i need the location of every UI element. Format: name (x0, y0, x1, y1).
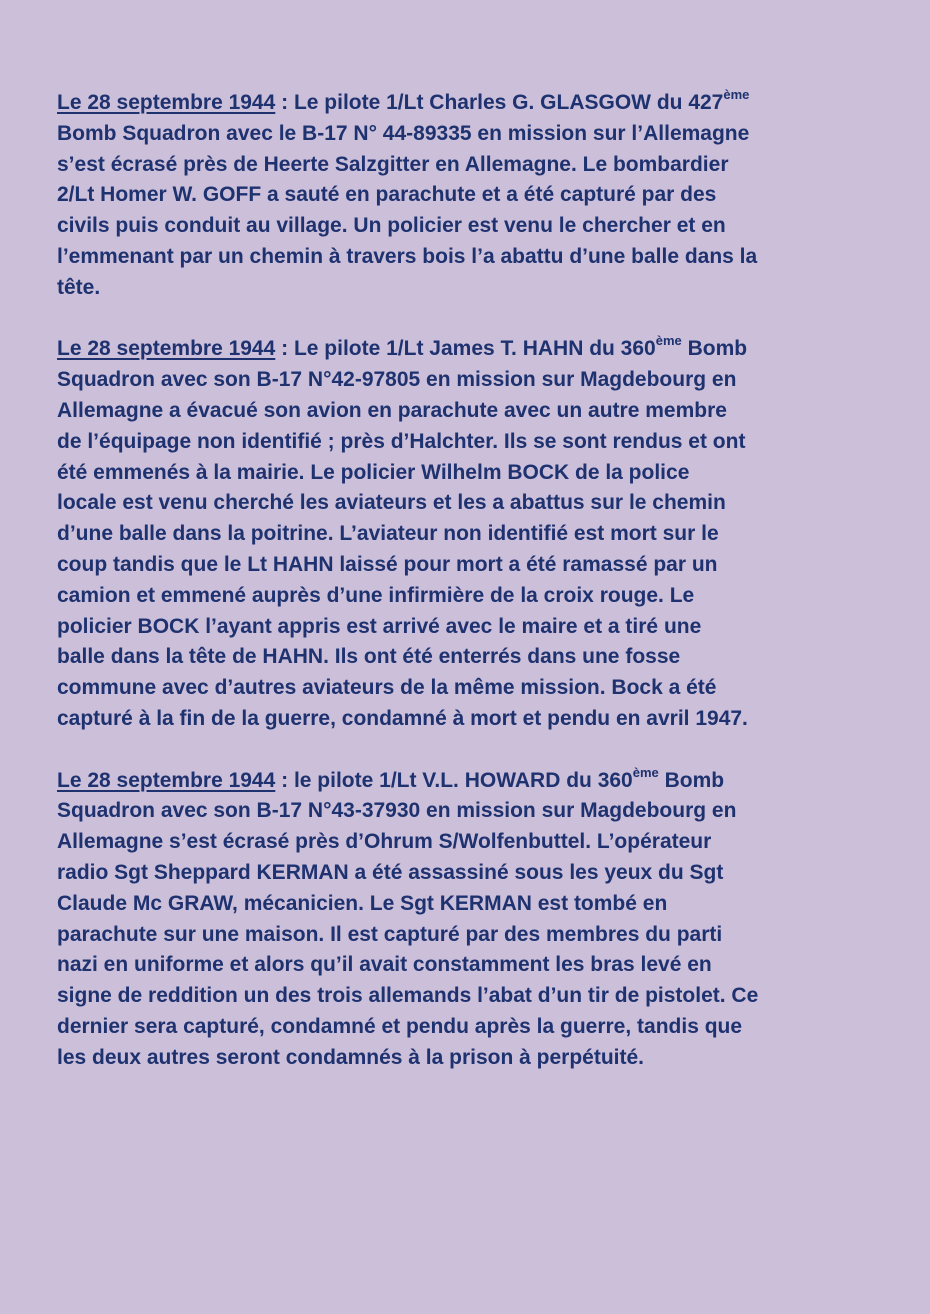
paragraph-line (57, 119, 907, 150)
paragraph-2 (57, 334, 907, 734)
paragraph-line (57, 211, 907, 242)
paragraph-line (57, 519, 907, 550)
line-text: Claude Mc GRAW, mécanicien. Le Sgt KERMAN est tombé en (57, 891, 668, 915)
ordinal-superscript: ème (632, 764, 659, 780)
line-text: l’emmenant par un chemin à travers bois l’a abattu d’une balle dans la (57, 244, 758, 268)
line-text-after-superscript: Bomb (658, 768, 725, 792)
paragraph-line (57, 1012, 907, 1043)
line-text: signe de reddition un des trois allemands l’abat d’un tir de pistolet. Ce (57, 984, 759, 1008)
line-text: balle dans la tête de HAHN. Ils ont été enterrés dans une fosse (57, 645, 681, 669)
line-text: : Le pilote 1/Lt James T. HAHN du 360 (275, 337, 656, 361)
line-text: nazi en uniforme et alors qu’il avait constamment les bras levé en (57, 953, 712, 977)
line-text: commune avec d’autres aviateurs de la même mission. Bock a été (57, 676, 717, 700)
line-text: s’est écrasé près de Heerte Salzgitter en Allemagne. Le bombardier (57, 152, 729, 176)
paragraph-line (57, 920, 907, 951)
paragraph-line (57, 365, 907, 396)
paragraph-line (57, 88, 907, 119)
line-text: d’une balle dans la poitrine. L’aviateur non identifié est mort sur le (57, 522, 719, 546)
paragraph-line (57, 581, 907, 612)
line-text: : Le pilote 1/Lt Charles G. GLASGOW du 427 (275, 91, 724, 114)
paragraph-date: Le 28 septembre 1944 (57, 768, 276, 792)
line-text: : le pilote 1/Lt V.L. HOWARD du 360 (275, 768, 633, 792)
paragraph-line (57, 704, 907, 735)
line-text: radio Sgt Sheppard KERMAN a été assassiné sous les yeux du Sgt (57, 860, 724, 884)
paragraph-line (57, 488, 907, 519)
paragraph-line (57, 396, 907, 427)
line-text: Allemagne a évacué son avion en parachute avec un autre membre (57, 398, 727, 422)
paragraph-line (57, 1043, 907, 1074)
paragraph-line (57, 642, 907, 673)
paragraph-line (57, 981, 907, 1012)
paragraph-line (57, 796, 907, 827)
line-text: capturé à la fin de la guerre, condamné à mort et pendu en avril 1947. (57, 706, 748, 730)
paragraph-line (57, 950, 907, 981)
ordinal-superscript: ème (655, 333, 682, 349)
paragraph-line (57, 766, 907, 797)
line-text-after-superscript: Bomb (681, 337, 748, 361)
line-text: camion et emmené auprès d’une infirmière de la croix rouge. Le (57, 583, 695, 607)
document-page (57, 88, 907, 1104)
line-text: policier BOCK l’ayant appris est arrivé avec le maire et a tiré une (57, 614, 702, 638)
line-text: Squadron avec son B-17 N°43-37930 en mission sur Magdebourg en (57, 799, 737, 823)
paragraph-line (57, 858, 907, 889)
line-text: 2/Lt Homer W. GOFF a sauté en parachute et a été capturé par des (57, 183, 717, 207)
paragraph-line (57, 458, 907, 489)
paragraph-line (57, 242, 907, 273)
line-text: civils puis conduit au village. Un policier est venu le chercher et en (57, 214, 726, 238)
line-text: tête. (57, 275, 101, 299)
line-text: Squadron avec son B-17 N°42-97805 en mission sur Magdebourg en (57, 368, 737, 392)
paragraph-date: Le 28 septembre 1944 (57, 91, 276, 114)
line-text: dernier sera capturé, condamné et pendu après la guerre, tandis que (57, 1014, 743, 1038)
paragraph-line (57, 427, 907, 458)
line-text: été emmenés à la mairie. Le policier Wilhelm BOCK de la police (57, 460, 690, 484)
paragraph-line (57, 889, 907, 920)
line-text: Bomb Squadron avec le B-17 N° 44-89335 en mission sur l’Allemagne (57, 121, 750, 145)
line-text: coup tandis que le Lt HAHN laissé pour mort a été ramassé par un (57, 552, 718, 576)
paragraph-3 (57, 766, 907, 1074)
line-text: les deux autres seront condamnés à la prison à perpétuité. (57, 1045, 645, 1069)
paragraph-line (57, 827, 907, 858)
line-text: parachute sur une maison. Il est capturé par des membres du parti (57, 922, 723, 946)
ordinal-superscript: ème (723, 87, 750, 102)
paragraph-line (57, 673, 907, 704)
line-text: locale est venu cherché les aviateurs et les a abattus sur le chemin (57, 491, 726, 515)
paragraph-line (57, 180, 907, 211)
line-text: Allemagne s’est écrasé près d’Ohrum S/Wolfenbuttel. L’opérateur (57, 830, 712, 854)
paragraph-line (57, 150, 907, 181)
paragraph-1 (57, 88, 907, 304)
paragraph-line (57, 612, 907, 643)
document-body (57, 88, 907, 1074)
paragraph-line (57, 550, 907, 581)
paragraph-date: Le 28 septembre 1944 (57, 337, 276, 361)
paragraph-line (57, 334, 907, 365)
paragraph-line (57, 273, 907, 304)
line-text: de l’équipage non identifié ; près d’Halchter. Ils se sont rendus et ont (57, 429, 746, 453)
